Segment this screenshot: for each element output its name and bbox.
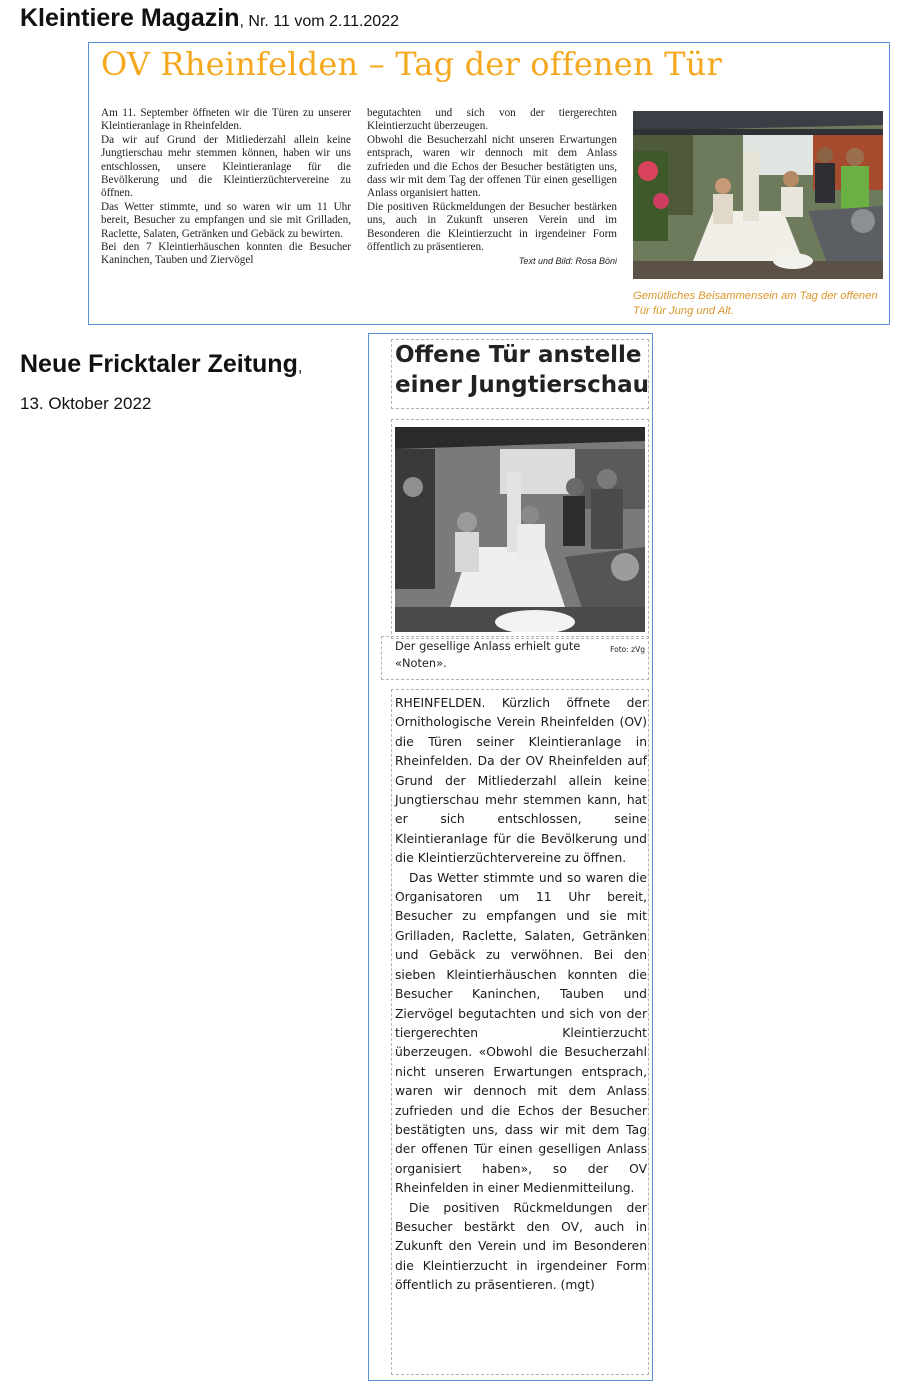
paragraph: Die positiven Rückmeldungen der Besucher bestärkt den OV, auch in Zukunft den Verein und im Besonderen die Kleintierzucht in irgendeiner Form öffentlich zu präsentieren. (mgt): [395, 1200, 647, 1293]
paragraph: Die positiven Rückmeldungen der Besucher bestärken uns, auch in Zukunft unseren Verein und im Besonderen die Kleintierzucht in irgendeiner Form öffentlich zu präsentieren.: [367, 200, 617, 254]
publication-date: 13. Oktober 2022: [20, 394, 152, 413]
paragraph: Am 11. September öffneten wir die Türen zu unserer Kleintieranlage in Rheinfelden.: [101, 107, 351, 133]
event-photo-color: [633, 111, 883, 279]
source-header-kleintiere: [20, 4, 399, 33]
paragraph: begutachten und sich von der tiergerechten Kleintierzucht überzeugen.: [367, 107, 617, 133]
photo-caption: [395, 638, 645, 672]
article-title: [395, 340, 649, 400]
publication-name: Neue Fricktaler Zeitung: [20, 350, 298, 378]
photo-caption: Gemütliches Beisammensein am Tag der offenen Tür für Jung und Alt.: [633, 290, 878, 317]
separator: ,: [297, 359, 303, 376]
clipping-neue-fricktaler-zeitung: [368, 333, 653, 1381]
paragraph: Da wir auf Grund der Mitliederzahl allein keine Jungtierschau mehr stemmen können, haben wir uns entschlossen, unsere Kleintieranlage für die Bevölkerung und die Kleintierzüchtervereine zu öffnen.: [101, 133, 351, 200]
text-photo-credit: Text und Bild: Rosa Böni: [518, 256, 617, 267]
publication-name: Kleintiere Magazin: [20, 4, 240, 32]
photo-credit: Foto: zVg: [610, 645, 645, 654]
title-line: einer Jungtierschau: [395, 372, 649, 398]
issue-info: , Nr. 11 vom 2.11.2022: [239, 13, 399, 30]
paragraph: Das Wetter stimmte und so waren die Organisatoren um 11 Uhr bereit, Besucher zu empfangen und sie mit Grilladen, Raclette, Salaten, Getränken und Gebäck zu verwöhnen. Bei den sieben Kleintierhäuschen konnten die Besucher Kaninchen, Tauben und Ziervögel begutachten und sich von der tiergerechten Kleintierzucht überzeugen. «Obwohl die Besucherzahl nicht unseren Erwartungen entsprach, waren wir dennoch mit dem Anlass zufrieden und die Echos der Besucher bestätigten uns, dass wir mit dem Tag der offenen Tür einen geselligen Anlass organisiert haben», so der OV Rheinfelden in einer Medienmitteilung.: [395, 870, 647, 1196]
paragraph: RHEINFELDEN. Kürzlich öffnete der Ornithologische Verein Rheinfelden (OV) die Türen seiner Kleintieranlage in Rheinfelden. Da der OV Rheinfelden auf Grund der Mitliederzahl allein keine Jungtierschau mehr stemmen kann, hat er sich entschlossen, seine Kleintieranlage für die Bevölkerung und die Kleintierzüchtervereine zu öffnen.: [395, 696, 647, 866]
source-header-nfz: [20, 350, 302, 379]
article-column-1: [101, 107, 351, 268]
article-body: [395, 694, 647, 1296]
paragraph: Das Wetter stimmte, und so waren wir um 11 Uhr bereit, Besucher zu empfangen und sie mit Grilladen, Raclette, Salaten, Getränken und Gebäck zu bewirten.: [101, 200, 351, 240]
paragraph: Bei den 7 Kleintierhäuschen konnten die Besucher Kaninchen, Tauben und Ziervögel: [101, 241, 351, 267]
paragraph: Obwohl die Besucherzahl nicht unseren Erwartungen entsprach, waren wir dennoch mit dem Anlass zufrieden und die Echos der Besucher bestätigten uns, dass wir mit dem Tag der offenen Tür einen geselligen Anlass organisiert hatten.: [367, 133, 617, 200]
title-line: Offene Tür anstelle: [395, 342, 642, 368]
article-column-2: [367, 107, 617, 269]
event-photo-bw: [395, 427, 645, 632]
caption-text: Der gesellige Anlass erhielt gute «Noten».: [395, 639, 581, 670]
article-title: OV Rheinfelden – Tag der offenen Tür: [101, 45, 722, 83]
clipping-kleintiere-magazin: [88, 42, 890, 325]
